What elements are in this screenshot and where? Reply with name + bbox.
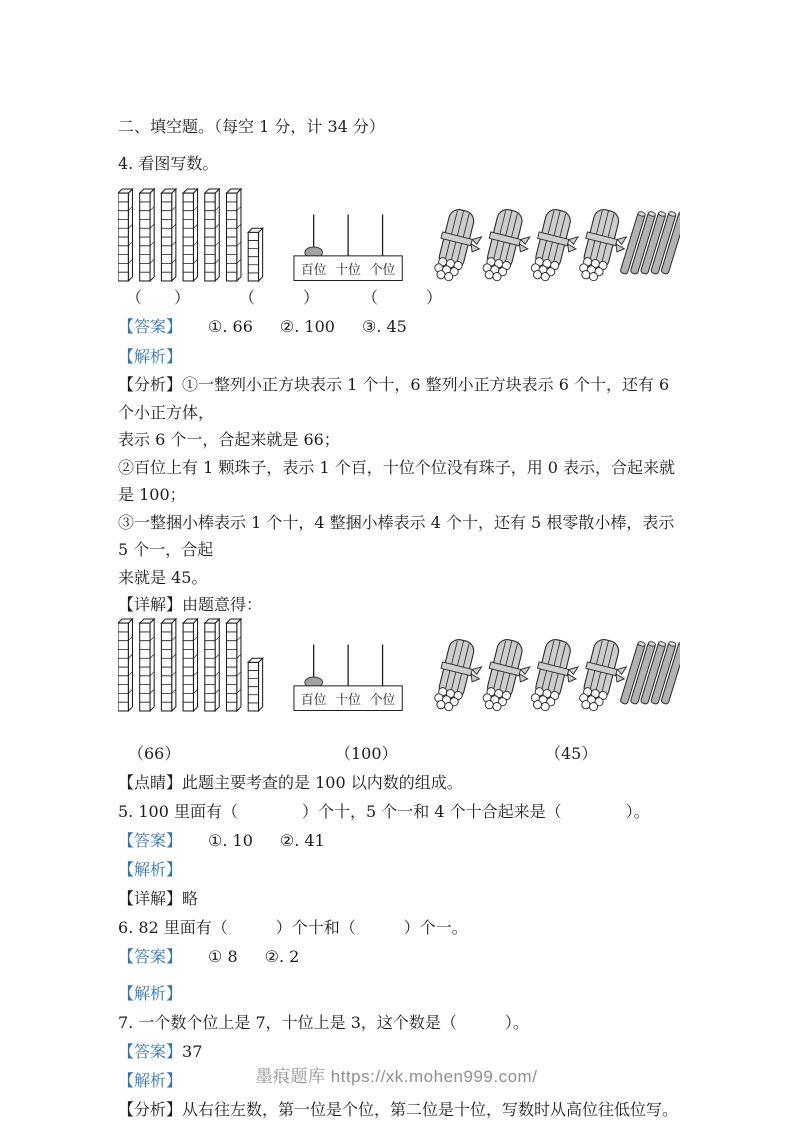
question-4-figures [118,186,680,283]
abacus-label-hundreds: 百位 [300,692,327,708]
question-4-result-row [118,739,680,768]
ten-block-column [183,619,197,711]
blank-pair: （ ） [239,288,320,307]
six-unit-column [248,658,262,711]
six-unit-column [248,228,262,281]
answer-item: ① 8 [208,946,238,966]
jiexi-label: 【解析】 [118,347,183,366]
stick-bundle [480,636,536,712]
stick-bundle [480,207,536,283]
ten-block-column [205,189,219,281]
question-4-figures-detail [118,616,680,713]
stick-bundle [434,207,488,283]
answer-item: ①. 66 [208,317,253,336]
ten-block-column [140,619,154,711]
answer-item: ①. 10 [208,830,253,850]
worksheet-content [118,112,680,1124]
abacus-figure [292,642,404,713]
blank-pair: （ ） [362,288,443,307]
ten-block-column [226,619,240,711]
q5-detail-line: 【详解】略 [118,888,199,908]
base-ten-blocks-figure [118,618,264,713]
answer-item: ③. 45 [361,317,407,336]
answer-item: ②. 100 [279,317,335,336]
ten-block-column [161,189,175,281]
footer-watermark: 墨痕题库 https://xk.mohen999.com/ [255,1067,538,1086]
stick-bundles-figure [434,635,680,713]
stick-bundle [528,207,584,283]
question-4-blanks [118,283,680,312]
result-value: （66） [128,743,181,763]
abacus-label-ones: 个位 [369,692,396,708]
jiexi-label: 【解析】 [118,859,183,879]
blank-pair: （ ） [126,288,191,307]
q4-analysis-line: ③一整捆小棒表示 1 个十，4 整捆小棒表示 4 个十，还有 5 根零散小棒，表示 5 个一，合起 [118,512,680,559]
answer-label: 【答案】 [118,317,183,336]
jiexi-label: 【解析】 [118,1070,183,1090]
ten-block-column [226,189,240,281]
answer-label: 【答案】 [118,946,183,966]
result-value: （100） [335,743,398,763]
q4-detail-line: 【详解】由题意得： [118,595,263,614]
abacus-label-hundreds: 百位 [300,263,327,279]
ten-block-column [118,189,132,281]
jiexi-label: 【解析】 [118,983,183,1003]
abacus-label-ones: 个位 [369,263,396,279]
result-value: （45） [545,743,598,763]
answer-item: ②. 41 [279,830,325,850]
question-6: 6. 82 里面有（ ）个十和（ ）个一。 [118,917,468,937]
question-7: 7. 一个数个位上是 7，十位上是 3，这个数是（ ）。 [118,1012,529,1032]
ten-block-column [118,619,132,711]
q4-analysis-line: 来就是 45。 [118,567,208,587]
q4-analysis-line: 表示 6 个一，合起来就是 66； [118,430,340,449]
answer-item: ②. 2 [264,946,300,966]
q4-analysis-line: ②百位上有 1 颗珠子，表示 1 个百，十位个位没有珠子，用 0 表示，合起来就是 100； [118,457,676,504]
abacus-label-tens: 十位 [335,692,361,708]
ten-block-column [205,619,219,711]
base-ten-blocks-figure [118,188,264,283]
answer-label: 【答案】 [118,830,183,850]
question-5-answer-row [118,826,680,855]
question-6-answer-row [118,942,680,971]
ten-block-column [161,619,175,711]
question-4-answer-row [118,312,680,342]
stick-bundle [528,636,584,712]
q4-analysis-line: 【分析】①一整列小正方块表示 1 个十，6 整列小正方块表示 6 个十，还有 6 个小正方体， [118,375,675,422]
stick-bundle [434,636,488,712]
answer-label: 【答案】 [118,1041,183,1061]
ten-block-column [183,189,197,281]
abacus-figure [292,212,404,283]
question-4-title: 4. 看图写数。 [118,154,219,173]
ten-block-column [140,189,154,281]
stick-bundles-figure [434,205,680,283]
q7-analysis-line: 【分析】从右往左数，第一位是个位，第二位是十位，写数时从高位往低位写。 [118,1099,679,1119]
answer-value: 37 [182,1041,203,1061]
question-5: 5. 100 里面有（ ）个十，5 个一和 4 个十合起来是（ ）。 [118,801,650,821]
section-title: 二、填空题。（每空 1 分，计 34 分） [118,117,385,136]
abacus-label-tens: 十位 [335,263,361,279]
q4-note-line: 【点睛】此题主要考查的是 100 以内数的组成。 [118,772,463,792]
